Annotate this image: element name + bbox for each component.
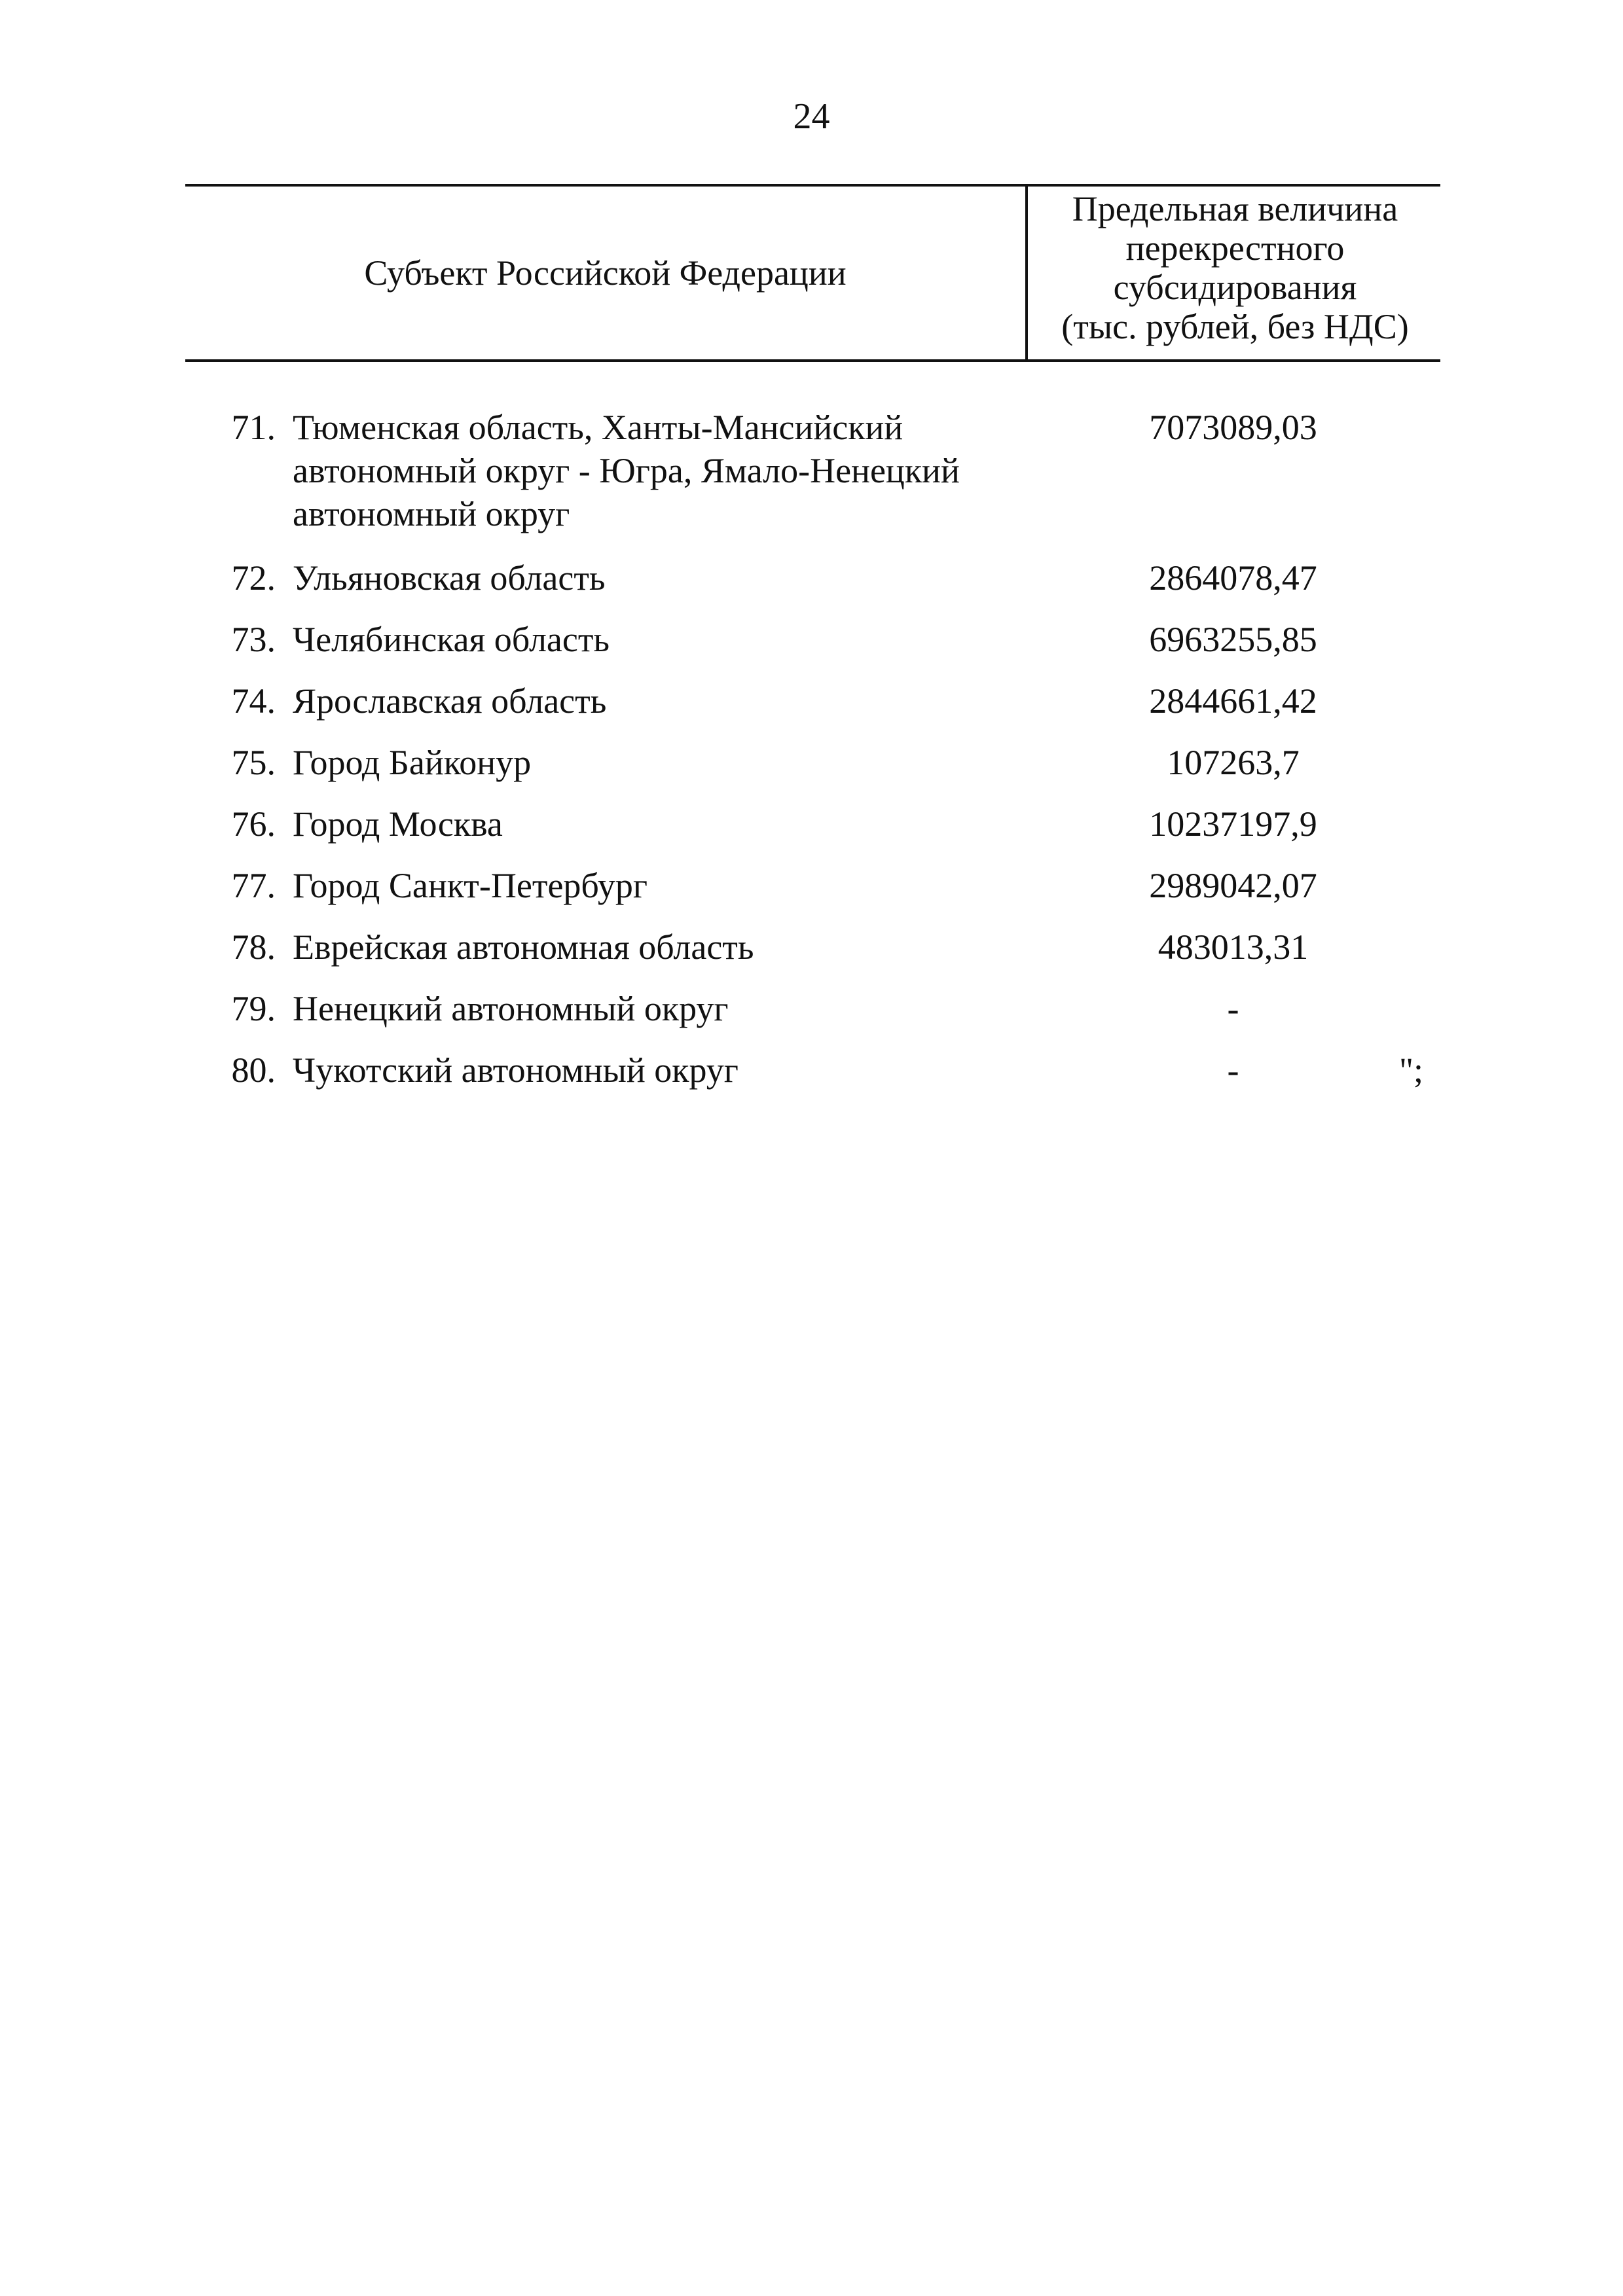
header-limit-line: перекрестного bbox=[1125, 228, 1345, 268]
table-row bbox=[185, 802, 1440, 864]
row-subject: Город Байконур bbox=[293, 743, 532, 782]
row-subject-line: автономный округ - Югра, Ямало-Ненецкий bbox=[293, 451, 960, 490]
row-value: 483013,31 bbox=[1158, 927, 1309, 967]
row-value: 2864078,47 bbox=[1149, 558, 1317, 598]
row-value: - bbox=[1227, 1050, 1239, 1090]
closing-quote: "; bbox=[1399, 1050, 1424, 1090]
header-divider bbox=[1025, 187, 1028, 359]
row-number: 71. bbox=[231, 408, 276, 447]
row-number: 79. bbox=[231, 989, 276, 1028]
row-subject: Город Санкт-Петербург bbox=[293, 866, 647, 905]
table-row bbox=[185, 864, 1440, 925]
row-subject: Город Москва bbox=[293, 804, 503, 844]
row-value: 10237197,9 bbox=[1149, 804, 1317, 844]
row-number: 76. bbox=[231, 804, 276, 844]
table-row bbox=[185, 1049, 1440, 1110]
header-limit-line: Предельная величина bbox=[1072, 189, 1398, 228]
row-subject: Ульяновская область bbox=[293, 558, 606, 598]
row-subject: Еврейская автономная область bbox=[293, 927, 754, 967]
row-subject: Ненецкий автономный округ bbox=[293, 989, 729, 1028]
row-subject: Челябинская область bbox=[293, 620, 610, 659]
row-subject: Чукотский автономный округ bbox=[293, 1050, 739, 1090]
row-value: 2989042,07 bbox=[1149, 866, 1317, 905]
row-subject-line: Тюменская область, Ханты-Мансийский bbox=[293, 408, 903, 447]
row-value: 6963255,85 bbox=[1149, 620, 1317, 659]
row-value: - bbox=[1227, 989, 1239, 1028]
row-subject bbox=[293, 406, 1013, 535]
table-row bbox=[185, 618, 1440, 679]
header-limit bbox=[1030, 189, 1440, 362]
table-row bbox=[185, 556, 1440, 618]
row-number: 73. bbox=[231, 620, 276, 659]
table-body bbox=[185, 406, 1440, 1110]
row-number: 75. bbox=[231, 743, 276, 782]
page-number: 24 bbox=[793, 96, 830, 137]
row-subject-line: автономный округ bbox=[293, 494, 570, 533]
header-limit-line: (тыс. рублей, без НДС) bbox=[1061, 307, 1409, 346]
row-number: 74. bbox=[231, 681, 276, 721]
row-number: 72. bbox=[231, 558, 276, 598]
row-value: 107263,7 bbox=[1167, 743, 1300, 782]
row-number: 77. bbox=[231, 866, 276, 905]
header-limit-line: субсидирования bbox=[1113, 268, 1357, 307]
table-header bbox=[185, 184, 1440, 362]
header-subject: Субъект Российской Федерации bbox=[364, 253, 847, 293]
row-value: 7073089,03 bbox=[1149, 408, 1317, 447]
table-row bbox=[185, 741, 1440, 802]
table-row bbox=[185, 925, 1440, 987]
row-value: 2844661,42 bbox=[1149, 681, 1317, 721]
table-row bbox=[185, 987, 1440, 1049]
row-number: 78. bbox=[231, 927, 276, 967]
table-row bbox=[185, 679, 1440, 741]
row-subject: Ярославская область bbox=[293, 681, 607, 721]
row-number: 80. bbox=[231, 1050, 276, 1090]
table-row bbox=[185, 406, 1440, 556]
